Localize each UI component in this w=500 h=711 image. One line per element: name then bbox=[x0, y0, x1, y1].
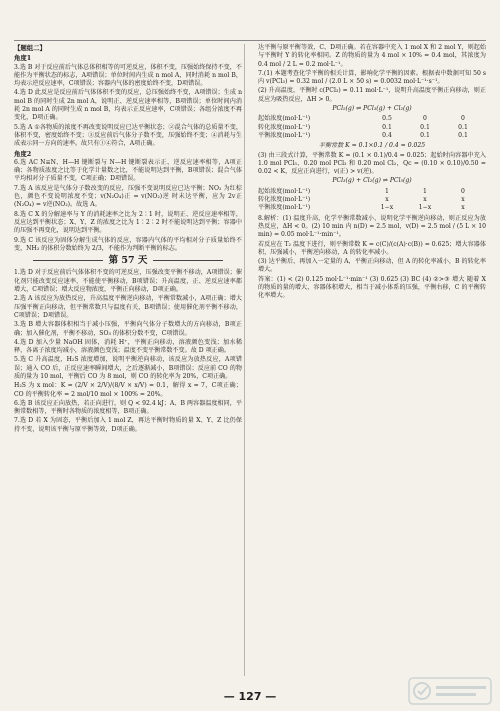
right-column bbox=[258, 44, 486, 302]
table-cell: 1−x bbox=[418, 204, 432, 212]
table-cell: 0 bbox=[461, 187, 465, 195]
answer-item: 6.选 B 该反应正向放热，若正向进行，则 Q < 92.4 kJ；A、B 两容器温度相同，平衡常数相等，平衡时各物质的浓度相等，B项正确。 bbox=[14, 399, 242, 416]
right-paragraph: 8.解析：(1) 温度升高，化学平衡常数减小，说明化学平衡逆向移动，则正反应为放热反应，ΔH < 0。(2) 10 min 内 n(D) = 2.5 mol，v(D) = 2.5 mol / (5 L × 10 min) = 0.05 mol·L⁻¹·min⁻¹。 bbox=[258, 214, 486, 239]
table-cell: 0.4 bbox=[382, 131, 392, 139]
answer-item: 4.选 D 加入少量 NaOH 固体，消耗 H⁺，平衡正向移动，溶液颜色变浅；加水稀释，各离子浓度均减小，溶液颜色变浅；温度不变平衡常数不变。故 D 项正确。 bbox=[14, 338, 242, 355]
table-row bbox=[258, 188, 486, 196]
day-title-rule-left bbox=[33, 260, 103, 261]
answer-item: 4.选 D 此反应是反应前后气体体积不变的反应，总压强始终不变，A项错误；生成 n mol B 的同时生成 2n mol A，说明正、逆反应速率相等，B项错误；单位时间内消耗 2n mol A 的同时生成 n mol B，均表示正反应速率，C项错误；各组分浓度不再变化，D项正确。 bbox=[14, 89, 242, 122]
table-cell: 1−x bbox=[380, 204, 394, 212]
table-cell: 平衡浓度(mol·L⁻¹) bbox=[258, 131, 311, 139]
answer-item: 3.选 B 对于反应前后气体总体积相等的可逆反应，体积不变，压强始终保持不变，不能作为平衡状态的标志，A项错误；单位时间内生成 n mol A，同时消耗 n mol B，均表示逆反应速率，C项错误；容器内气体的密度始终不变，D项错误。 bbox=[14, 63, 242, 88]
left-items-group-1 bbox=[14, 64, 242, 149]
left-items-group-3 bbox=[14, 269, 242, 434]
table-row bbox=[258, 115, 486, 123]
answer-item: 5.选 C 升高温度，H₂S 浓度增加，说明平衡逆向移动，该反应为放热反应，A项错误；通入 CO 后，正反应速率瞬间增大，之后逐渐减小，B项错误；反应前 CO 的物质的量为 10 mol，平衡后 CO 为 8 mol，则 CO 的转化率为 20%，C项正确。 bbox=[14, 356, 242, 380]
table-row bbox=[258, 132, 486, 140]
right-paragraph: (3) 达平衡后，再加入一定量的 A，平衡正向移动，但 A 的转化率减小，B 的转化率增大。 bbox=[258, 258, 486, 274]
table-cell: 0.1 bbox=[458, 123, 468, 131]
table-cell: x bbox=[423, 196, 427, 204]
table-row bbox=[258, 124, 486, 132]
answer-item: H₂S 为 x mol：K = (2/V × 2/V)/(8/V × x/V) = 0.1，解得 x = 7，C项正确；CO 的平衡转化率 = 2 mol/10 mol × 100% = 20%。 bbox=[14, 382, 242, 398]
table-cell: x bbox=[385, 196, 389, 204]
angle-2-heading: 角度2 bbox=[14, 149, 32, 158]
column-divider bbox=[244, 44, 245, 676]
header-rule bbox=[14, 40, 486, 41]
answer-item: 7.选 A 该反应是气体分子数改变的反应，压强不变说明反应已达平衡；NO₂ 为红棕色，颜色不变说明浓度不变；v(N₂O₄)正 = v(NO₂)逆 时未达平衡，应为 2v正(N₂O₄) = v逆(NO₂)。故选 A。 bbox=[14, 184, 242, 209]
answer-item: 9.选 C 该反应为固体分解生成气体的反应，容器内气体的平均相对分子质量始终不变，NH₃ 的体积分数始终为 2/3，不能作为判断平衡的标志。 bbox=[14, 236, 242, 252]
day-title-text: 第 57 天 bbox=[108, 255, 148, 267]
answer-item: 1.选 D 对于反应前后气体体积不变的可逆反应，压强改变平衡不移动，A项错误；催化剂只能改变反应速率，不能使平衡移动，B项错误；升高温度，正、逆反应速率都增大，C项错误；增大反应物浓度，平衡正向移动，D项正确。 bbox=[14, 269, 242, 294]
answer-item: 7.选 D 若 X 为固态，平衡后加入 1 mol Z，再达平衡时物质的量 X、Y、Z 比仍保持不变，说明该平衡与原平衡等效，D项正确。 bbox=[14, 417, 242, 433]
table-cell: 起始浓度(mol·L⁻¹) bbox=[258, 187, 311, 195]
table-cell: 0.1 bbox=[382, 123, 392, 131]
day-title-rule-right bbox=[153, 260, 223, 261]
left-items-group-2 bbox=[14, 159, 242, 253]
table-cell: 转化浓度(mol·L⁻¹) bbox=[258, 123, 311, 131]
table-cell: 0.5 bbox=[382, 115, 392, 123]
section-header: 【题组二】 bbox=[14, 44, 46, 52]
three-stage-table-1 bbox=[258, 115, 486, 140]
three-stage-table-2 bbox=[258, 188, 486, 213]
day-title bbox=[14, 257, 242, 265]
table-cell: 起始浓度(mol·L⁻¹) bbox=[258, 115, 311, 123]
k-expression: 平衡常数 K = 0.1×0.1 / 0.4 = 0.025 bbox=[318, 142, 426, 150]
answer-item: 5.选 A ①各物质的浓度不再改变说明反应已达平衡状态；②混合气体的总质量不变，体积不变，密度始终不变；③反应前后气体分子数不变，压强始终不变；④消耗与生成表示同一方向的速率。故只有①④符合，A项正确。 bbox=[14, 123, 242, 148]
table-cell: 0 bbox=[461, 115, 465, 123]
table-cell: 0 bbox=[423, 115, 427, 123]
answer-item: 6.选 AC N≡N、H—H 键断裂与 N—H 键断裂表示正、逆反应速率相等，A项正确；各物质浓度之比等于化学计量数之比，不能说明达到平衡，B项错误；混合气体平均相对分子质量不变，C项正确；D项错误。 bbox=[14, 158, 242, 183]
answer-item: 8.选 C X 的分解速率与 Y 的消耗速率之比为 2∶1 时，说明正、逆反应速率相等，反应达到平衡状态；X、Y、Z 的浓度之比为 1∶2∶2 时不能说明达到平衡；容器中的压强不再变化，说明达到平衡。 bbox=[14, 210, 242, 235]
reaction-equation-2: PCl₃(g) + Cl₂(g) ⇌ PCl₅(g) bbox=[332, 177, 412, 185]
table-row bbox=[258, 204, 486, 212]
table-cell: 0.1 bbox=[458, 131, 468, 139]
table-cell: 转化浓度(mol·L⁻¹) bbox=[258, 196, 311, 204]
table-cell: x bbox=[461, 204, 465, 212]
page-number: — 127 — bbox=[223, 690, 277, 703]
answer-summary: 答案：(1) < (2) 0.125 mol·L⁻¹·min⁻¹ (3) 0.625 (3) BC (4) ②>③ 增大 随着 X 的物质的量的增大，容器体积增大，相当于减小体系的压强，平衡右移，C 的平衡转化率增大。 bbox=[258, 275, 486, 300]
table-cell: 0.1 bbox=[420, 131, 430, 139]
right-paragraph: (2) 升高温度，平衡时 c(PCl₃) = 0.11 mol·L⁻¹，说明升高温度平衡正向移动，则正反应为吸热反应，ΔH > 0。 bbox=[258, 87, 486, 103]
answer-item: 3.选 B 增大容器体积相当于减小压强，平衡向气体分子数增大的方向移动，B项正确；加入催化剂，平衡不移动，SO₃ 的体积分数不变，C项错误。 bbox=[14, 321, 242, 337]
left-column bbox=[14, 44, 242, 435]
table-cell: 1 bbox=[385, 187, 389, 195]
right-paragraph: (3) 由三段式计算，平衡常数 K = (0.1 × 0.1)/0.4 = 0.025；起始时向容器中充入 1.0 mol PCl₅、0.20 mol PCl₃ 和 0.20 mol Cl₂，Qc = (0.10 × 0.10)/0.50 = 0.02 < K，反应正向进行，v(正) > v(逆)。 bbox=[258, 151, 486, 176]
right-paragraph: 7.(1) 本题考查化学平衡的相关计算，影响化学平衡的因素。根据表中数据可知 50 s 内 v(PCl₃) = 0.32 mol / (2.0 L × 50 s) = 0.0032 mol·L⁻¹·s⁻¹。 bbox=[258, 69, 486, 86]
table-cell: 平衡浓度(mol·L⁻¹) bbox=[258, 204, 311, 212]
table-cell: 0.1 bbox=[420, 123, 430, 131]
answer-item: 2.选 A 该反应为放热反应，升高温度平衡逆向移动，平衡常数减小，A项正确；增大压强平衡正向移动，但平衡常数只与温度有关，B项错误；使用催化剂平衡不移动，C项错误；D项错误。 bbox=[14, 295, 242, 319]
angle-1-heading: 角度1 bbox=[14, 54, 32, 63]
watermark-logo bbox=[408, 677, 492, 705]
right-paragraph: 达平衡与原平衡等效，C、D项正确。若在容器中充入 1 mol X 和 2 mol Y，则起始与平衡时 Y 的转化率相同。Z 的物质的量为 4 mol × 10% = 0.4 mol，其浓度为 0.4 mol / 2 L = 0.2 mol·L⁻¹。 bbox=[258, 44, 486, 68]
table-cell: x bbox=[461, 196, 465, 204]
right-paragraph: 若反应在 T₂ 温度下进行，则平衡常数 K = c(C)/(c(A)·c(B)) = 0.625；增大容器体积，压强减小，平衡逆向移动，A 的转化率减小。 bbox=[258, 240, 486, 256]
table-cell: 1 bbox=[423, 187, 427, 195]
reaction-equation-1: PCl₅(g) ⇌ PCl₃(g) + Cl₂(g) bbox=[332, 105, 412, 113]
